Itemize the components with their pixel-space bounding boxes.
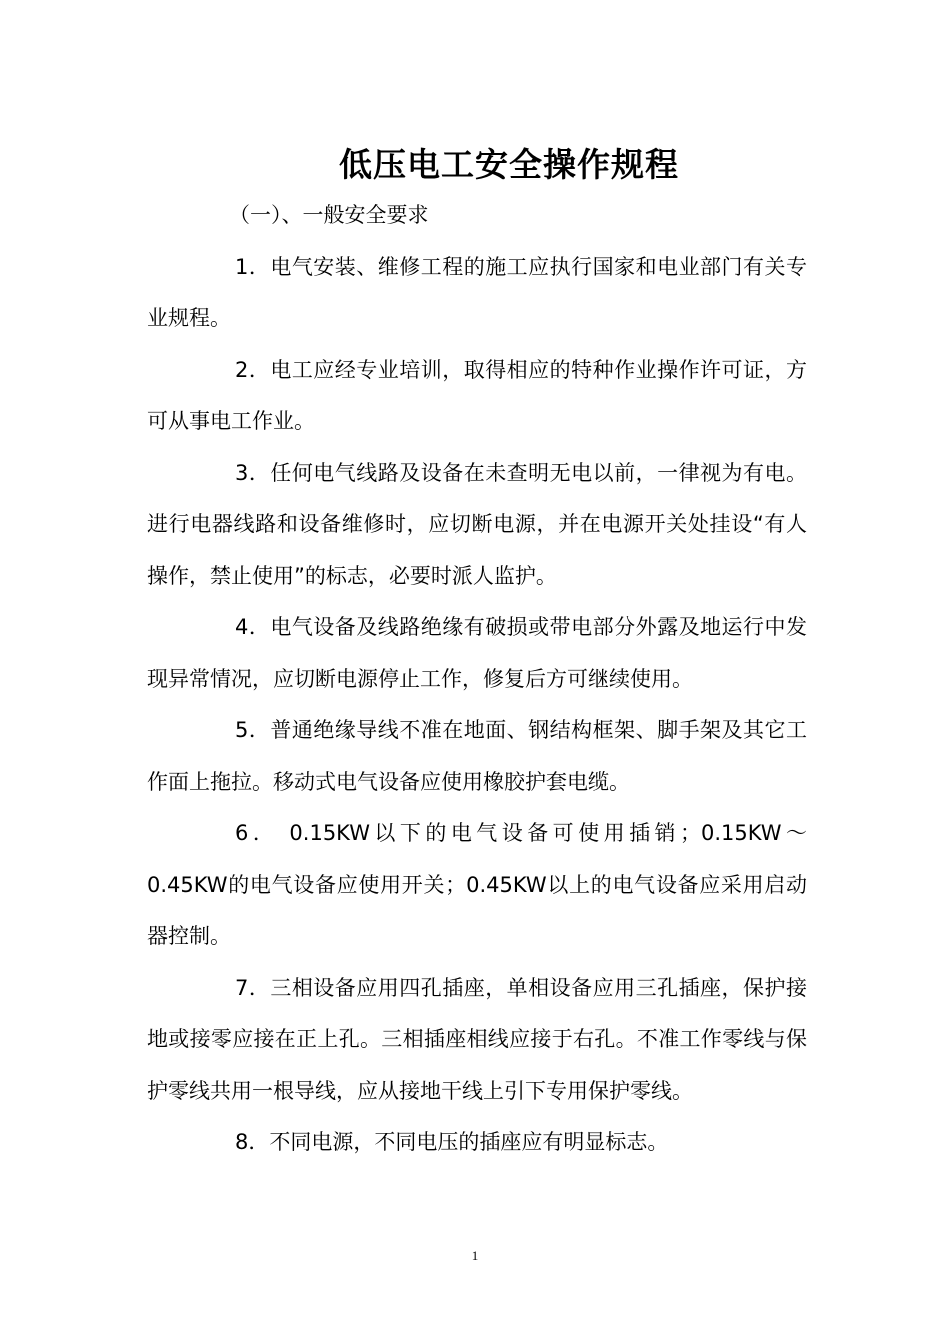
page-number: 1 bbox=[471, 1248, 479, 1263]
paragraph-4: 4．电气设备及线路绝缘有破损或带电部分外露及地运行中发现异常情况，应切断电源停止工作，修复后方可继续使用。 bbox=[147, 615, 807, 691]
paragraph-5: 5．普通绝缘导线不准在地面、钢结构框架、脚手架及其它工作面上拖拉。移动式电气设备应使用橡胶护套电缆。 bbox=[147, 718, 807, 794]
paragraph-6: 6． 0.15KW以下的电气设备可使用插销；0.15KW～0.45KW的电气设备应使用开关；0.45KW以上的电气设备应采用启动器控制。 bbox=[147, 821, 807, 948]
paragraph-1: 1．电气安装、维修工程的施工应执行国家和电业部门有关专业规程。 bbox=[147, 254, 807, 330]
paragraph-3: 3．任何电气线路及设备在未查明无电以前，一律视为有电。进行电器线路和设备维修时，应切断电源，并在电源开关处挂设“有人操作，禁止使用”的标志，必要时派人监护。 bbox=[147, 460, 807, 588]
paragraph-7: 7．三相设备应用四孔插座，单相设备应用三孔插座，保护接地或接零应接在正上孔。三相插座相线应接于右孔。不准工作零线与保护零线共用一根导线，应从接地干线上引下专用保护零线。 bbox=[147, 975, 807, 1103]
document-body bbox=[147, 190, 807, 1169]
paragraph-8: 8．不同电源，不同电压的插座应有明显标志。 bbox=[235, 1130, 669, 1154]
paragraph-2: 2．电工应经专业培训，取得相应的特种作业操作许可证，方可从事电工作业。 bbox=[147, 357, 807, 433]
section-heading: （一）、一般安全要求 bbox=[229, 203, 429, 227]
document-title: 低压电工安全操作规程 bbox=[339, 145, 679, 185]
